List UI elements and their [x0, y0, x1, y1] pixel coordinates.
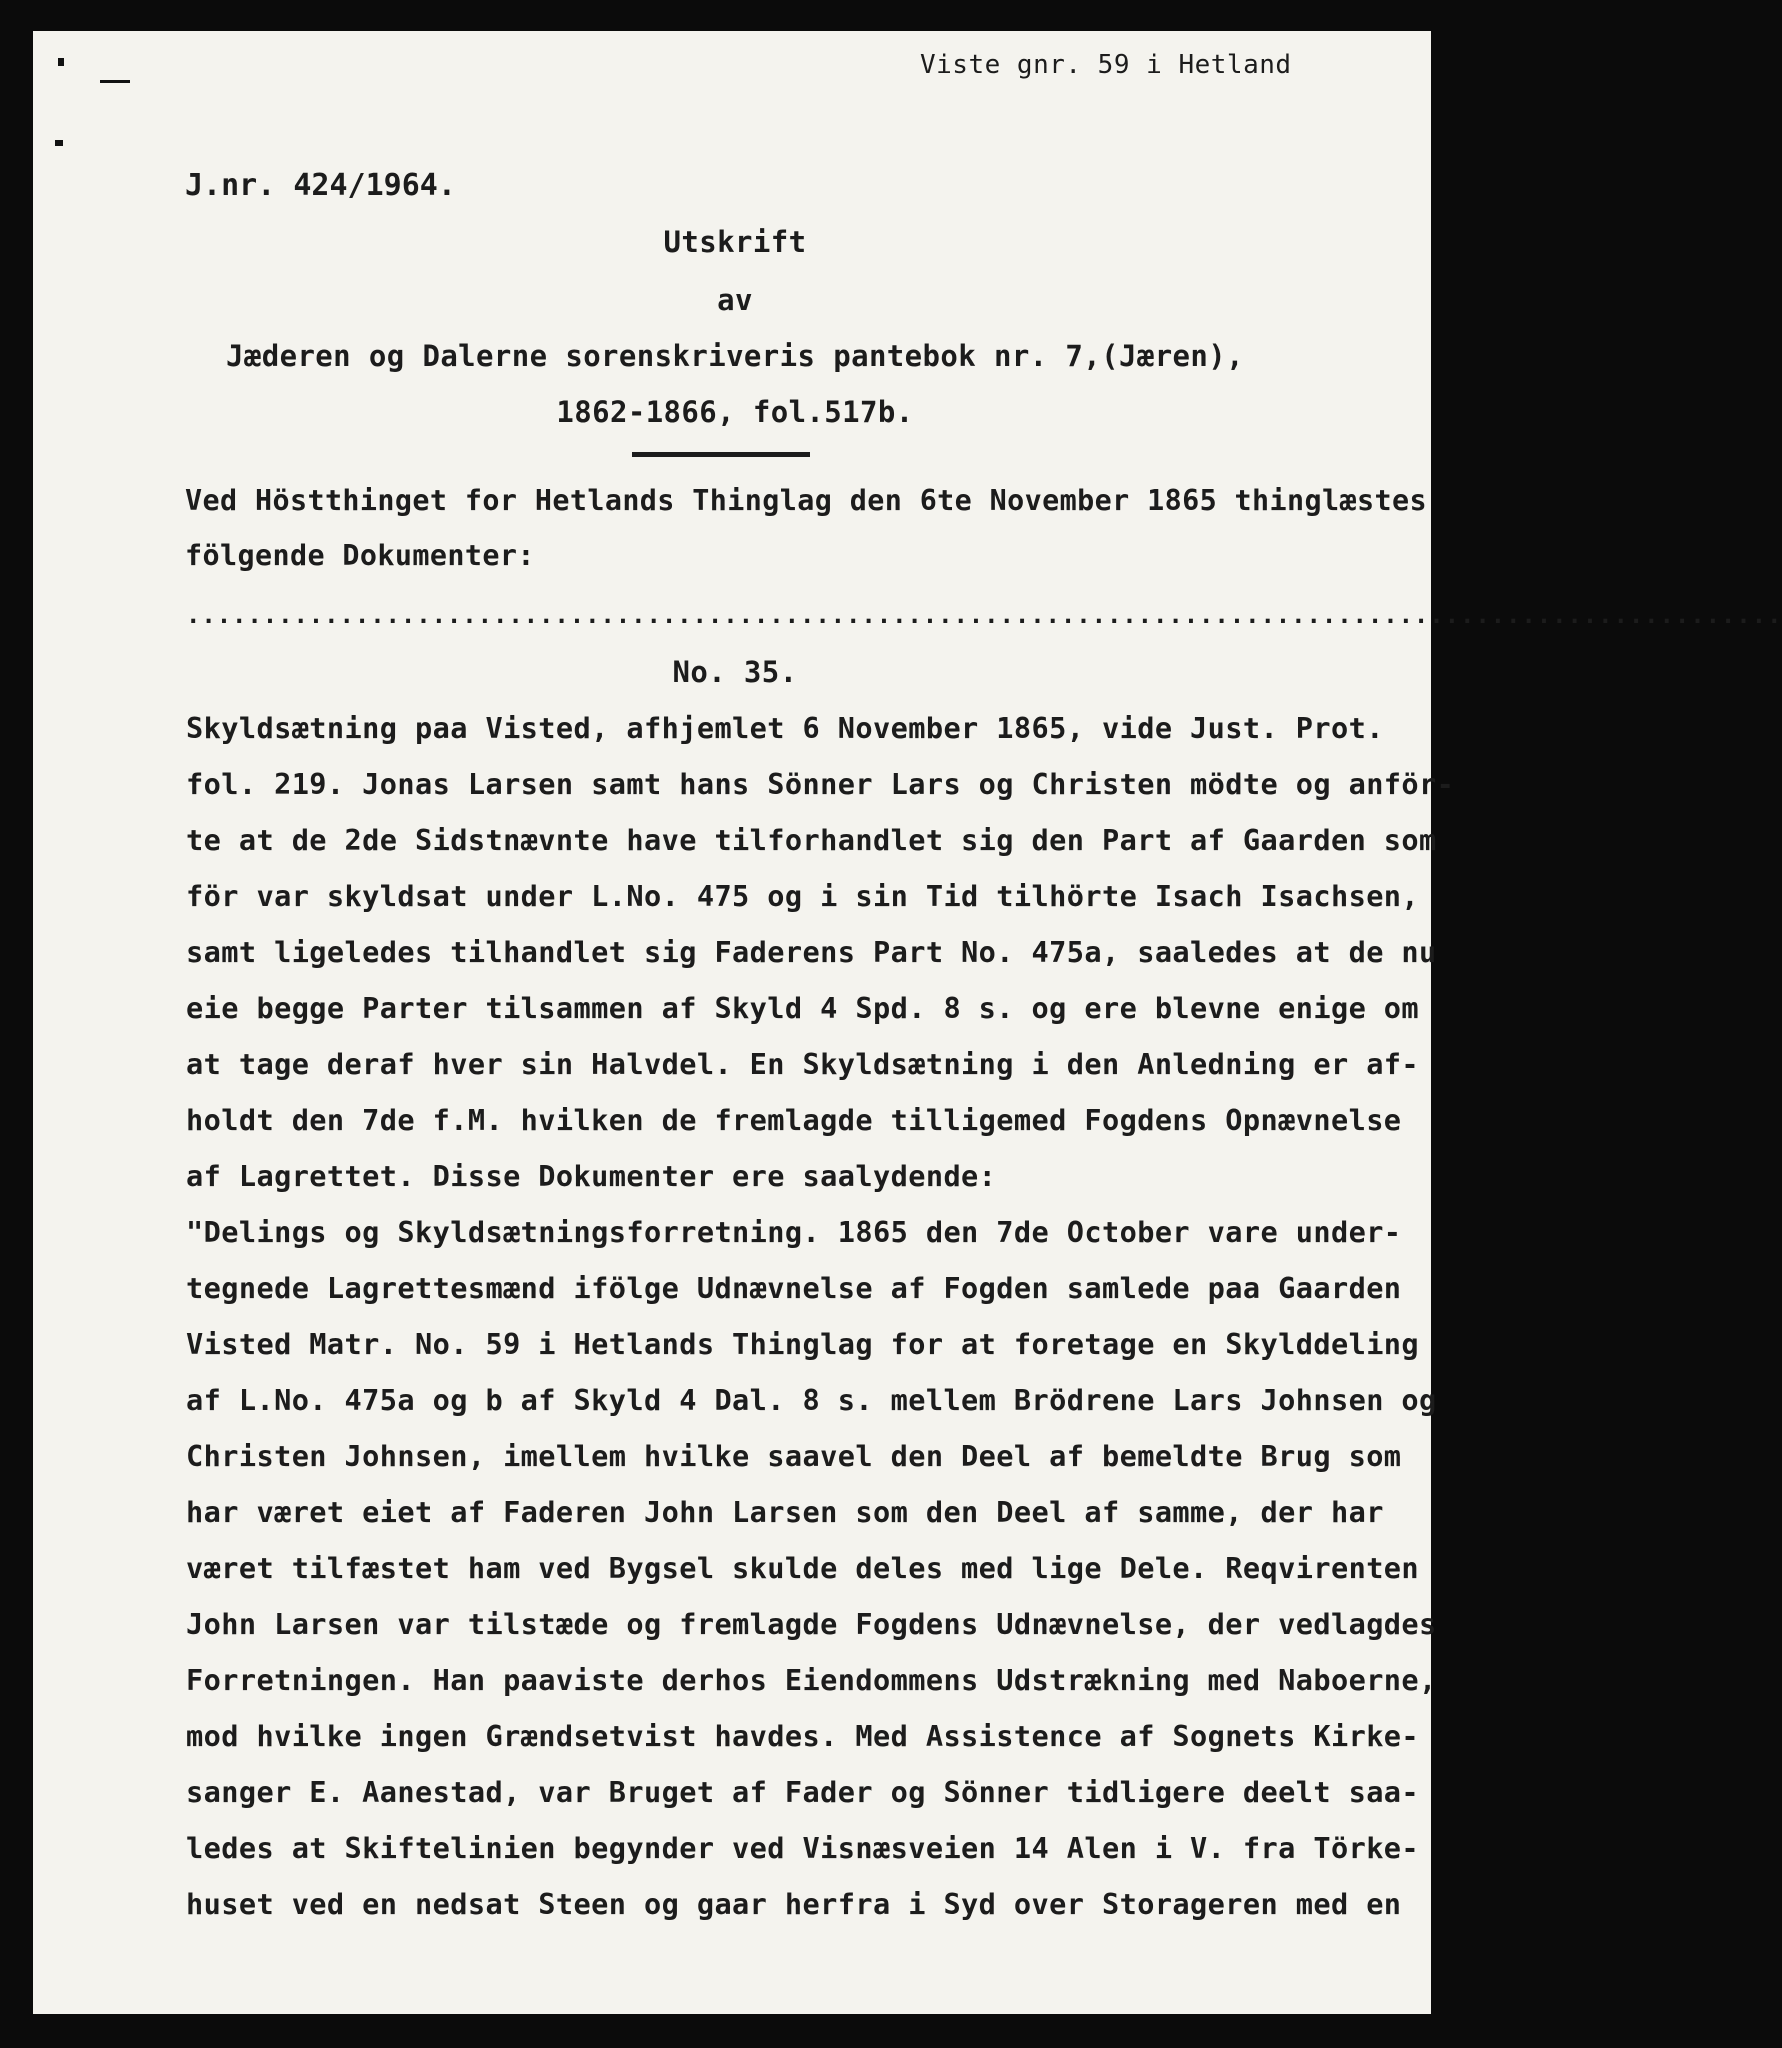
entry-line: holdt den 7de f.M. hvilken de fremlagde tilligemed Fogdens Opnævnelse: [186, 1103, 1402, 1137]
entry-line: Christen Johnsen, imellem hvilke saavel den Deel af bemeldte Brug som: [186, 1439, 1402, 1473]
entry-line: te at de 2de Sidstnævnte have tilforhandlet sig den Part af Gaarden som: [186, 823, 1437, 857]
entry-line: Forretningen. Han paaviste derhos Eiendommens Udstrækning med Naboerne,: [186, 1663, 1437, 1697]
document-reference: Viste gnr. 59 i Hetland: [920, 50, 1292, 80]
title-utskrift: Utskrift: [663, 225, 807, 259]
entry-line: har været eiet af Faderen John Larsen som den Deel af samme, der har: [186, 1495, 1384, 1529]
entry-line: af L.No. 475a og b af Skyld 4 Dal. 8 s. mellem Brödrene Lars Johnsen og: [186, 1383, 1437, 1417]
entry-line: samt ligeledes tilhandlet sig Faderens Part No. 475a, saaledes at de nu: [186, 935, 1437, 969]
entry-line: mod hvilke ingen Grændsetvist havdes. Med Assistence af Sognets Kirke-: [186, 1719, 1420, 1753]
entry-line: været tilfæstet ham ved Bygsel skulde deles med lige Dele. Reqvirenten: [186, 1551, 1420, 1585]
entry-line: eie begge Parter tilsammen af Skyld 4 Spd. 8 s. og ere blevne enige om: [186, 991, 1420, 1025]
entry-line: huset ved en nedsat Steen og gaar herfra i Syd over Storageren med en: [186, 1887, 1402, 1921]
scan-mark: [100, 80, 130, 83]
scan-mark: [55, 140, 63, 146]
journal-number: J.nr. 424/1964.: [185, 168, 456, 203]
entry-line: af Lagrettet. Disse Dokumenter ere saalydende:: [186, 1159, 997, 1193]
entry-number: No. 35.: [672, 655, 798, 689]
intro-line: fölgende Dokumenter:: [185, 539, 535, 572]
title-period: 1862-1866, fol.517b.: [556, 395, 914, 429]
entry-line: Skyldsætning paa Visted, afhjemlet 6 November 1865, vide Just. Prot.: [186, 711, 1384, 745]
title-source: Jæderen og Dalerne sorenskriveris pantebok nr. 7,(Jæren),: [226, 339, 1244, 373]
title-av: av: [717, 283, 753, 317]
entry-line: John Larsen var tilstæde og fremlagde Fogdens Udnævnelse, der vedlagdes: [186, 1607, 1437, 1641]
entry-line: för var skyldsat under L.No. 475 og i sin Tid tilhörte Isach Isachsen,: [186, 879, 1420, 913]
entry-line: tegnede Lagrettesmænd ifölge Udnævnelse af Fogden samlede paa Gaarden: [186, 1271, 1402, 1305]
entry-line: at tage deraf hver sin Halvdel. En Skyldsætning i den Anledning er af-: [186, 1047, 1420, 1081]
entry-line: "Delings og Skyldsætningsforretning. 1865 den 7de October vare under-: [186, 1215, 1402, 1249]
entry-line: ledes at Skiftelinien begynder ved Visnæsveien 14 Alen i V. fra Törke-: [186, 1831, 1420, 1865]
entry-line: fol. 219. Jonas Larsen samt hans Sönner Lars og Christen mödte og anför-: [186, 767, 1455, 801]
dotted-separator: ........................................................................................................: [186, 601, 1782, 629]
entry-line: Visted Matr. No. 59 i Hetlands Thinglag for at foretage en Skylddeling: [186, 1327, 1420, 1361]
entry-line: sanger E. Aanestad, var Bruget af Fader og Sönner tidligere deelt saa-: [186, 1775, 1420, 1809]
intro-line: Ved Höstthinget for Hetlands Thinglag den 6te November 1865 thinglæstes: [185, 484, 1427, 517]
scan-mark: [58, 58, 64, 66]
title-underline: [632, 452, 810, 457]
